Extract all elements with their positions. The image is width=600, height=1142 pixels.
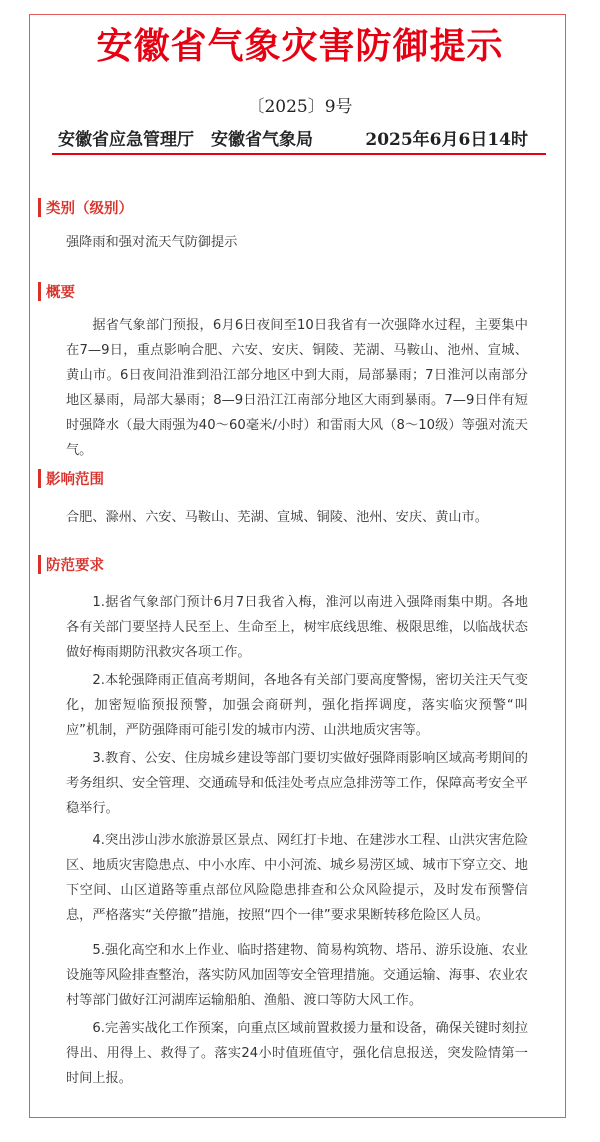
section-heading-requirements	[38, 552, 558, 578]
section-heading-text: 概要	[46, 285, 75, 301]
issuing-agencies: 安徽省应急管理厅 安徽省气象局	[58, 130, 313, 150]
section-heading-text: 类别（级别）	[46, 201, 133, 217]
requirement-item: 1.据省气象部门预计6月7日我省入梅，淮河以南进入强降雨集中期。各地各有关部门要坚持人民至上、生命至上，树牢底线思维、极限思维，以临战状态做好梅雨期防汛救灾各项工作。	[66, 595, 528, 660]
header-divider	[52, 153, 546, 155]
section-marker	[38, 198, 41, 217]
section-marker	[38, 555, 41, 574]
section-heading-category	[38, 195, 558, 221]
overview-text: 据省气象部门预报，6月6日夜间至10日我省有一次强降水过程，主要集中在7—9日，重点影响合肥、六安、安庆、铜陵、芜湖、马鞍山、池州、宣城、黄山市。6日夜间沿淮到沿江部分地区中到大雨，局部暴雨；7日淮河以南部分地区暴雨，局部大暴雨；8—9日沿江江南部分地区大雨到暴雨。7—9日伴有短时强降水（最大雨强为40～60毫米/小时）和雷雨大风（8～10级）等强对流天气。	[66, 318, 528, 458]
section-heading-scope	[38, 466, 558, 492]
document-number: 〔2025〕9号	[247, 97, 353, 117]
section-marker	[38, 469, 41, 488]
requirement-item: 3.教育、公安、住房城乡建设等部门要切实做好强降雨影响区域高考期间的考务组织、安全管理、交通疏导和低洼处考点应急排涝等工作，保障高考安全平稳举行。	[66, 751, 528, 816]
scope-text: 合肥、滁州、六安、马鞍山、芜湖、宣城、铜陵、池州、安庆、黄山市。	[66, 510, 488, 525]
section-heading-overview	[38, 279, 558, 305]
category-text: 强降雨和强对流天气防御提示	[66, 235, 238, 250]
requirement-item: 2.本轮强降雨正值高考期间，各地各有关部门要高度警惕，密切关注天气变化，加密短临预报预警，加强会商研判，强化指挥调度，落实临灾预警“叫应”机制，严防强降雨可能引发的城市内涝、山洪地质灾害等。	[66, 673, 528, 738]
section-heading-text: 防范要求	[46, 558, 104, 574]
section-heading-text: 影响范围	[46, 472, 104, 488]
section-marker	[38, 282, 41, 301]
issue-datetime: 2025年6月6日14时	[365, 130, 528, 150]
requirement-item: 6.完善实战化工作预案，向重点区域前置救援力量和设备，确保关键时刻拉得出、用得上、救得了。落实24小时值班值守，强化信息报送，突发险情第一时间上报。	[66, 1021, 528, 1086]
requirement-item: 4.突出涉山涉水旅游景区景点、网红打卡地、在建涉水工程、山洪灾害危险区、地质灾害隐患点、中小水库、中小河流、城乡易涝区域、城市下穿立交、地下空间、山区道路等重点部位风险隐患排查和公众风险提示，及时发布预警信息，严格落实“关停撤”措施，按照“四个一律”要求果断转移危险区人员。	[66, 833, 528, 923]
document-title: 安徽省气象灾害防御提示	[96, 25, 504, 67]
issuer-line	[58, 125, 548, 153]
requirement-item: 5.强化高空和水上作业、临时搭建物、简易构筑物、塔吊、游乐设施、农业设施等风险排查整治，落实防风加固等安全管理措施。交通运输、海事、农业农村等部门做好江河湖库运输船舶、渔船、渡口等防大风工作。	[66, 943, 528, 1008]
